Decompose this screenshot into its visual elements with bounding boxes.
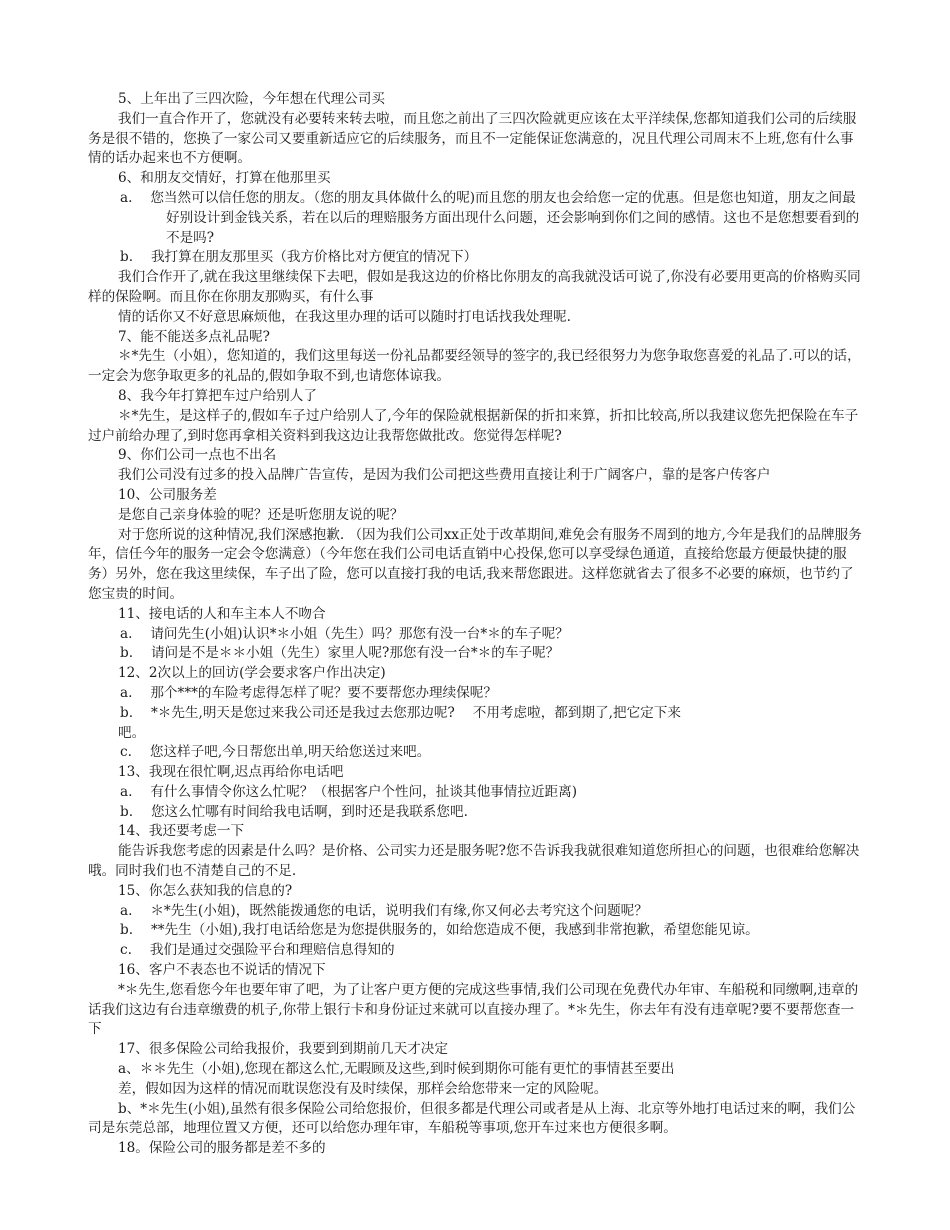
section-heading: 10、公司服务差 (118, 486, 217, 503)
section-heading: 5、上年出了三四次险，今年想在代理公司买 (118, 91, 385, 107)
option-item: a. 请问先生(小姐)认识*＊小姐（先生）吗？那您有没一台*＊的车子呢？ (120, 625, 569, 642)
section-heading: 16、客户不表态也不说话的情况下 (118, 962, 326, 979)
paragraph: 是您自己亲身体验的呢？还是听您朋友说的呢？ (118, 506, 404, 523)
paragraph: 能告诉我您考虑的因素是什么吗？是价格、公司实力还是服务呢?您不告诉我我就很难知道您所担心的问题，也很难给您解决哦。同时我们也不清楚自己的不足. (88, 843, 860, 880)
option-item: a. 您当然可以信任您的朋友。（您的朋友具体做什么的呢)而且您的朋友也会给您一定的优惠。但是您也知道，朋友之间最好别设计到金钱关系，若在以后的理赔服务方面出现什么问题，还会影响到你们之间的感情。这也不是您想要看到的不是吗? (120, 189, 860, 246)
option-item: b. 您这么忙哪有时间给我电话啊，到时还是我联系您吧. (120, 803, 468, 820)
section-heading: 11、接电话的人和车主本人不吻合 (118, 605, 326, 622)
option-item: b. *＊先生,明天是您过来我公司还是我过去您那边呢? 不用考虑啦，都到期了,把它定下来 (120, 704, 681, 721)
paragraph: b、*＊先生(小姐),虽然有很多保险公司给您报价，但很多都是代理公司或者是从上海、北京等外地打电话过来的啊，我们公司是东莞总部，地理位置又方便，还可以给您办理年审，车船税等事项,您开车过来也方便很多啊。 (88, 1100, 856, 1137)
paragraph: 我们合作开了,就在我这里继续保下去吧，假如是我这边的价格比你朋友的高我就没话可说了,你没有必要用更高的价格购买同样的保险啊。而且你在你朋友那购买，有什么事 (88, 269, 861, 305)
option-item: c. 您这样子吧,今日帮您出单,明天给您送过来吧。 (120, 744, 431, 761)
section-heading: 17、很多保险公司给我报价，我要到到期前几天才决定 (118, 1041, 448, 1058)
paragraph: ＊*先生，是这样子的,假如车子过户给别人了,今年的保险就根据新保的折扣来算，折扣比较高,所以我建议您先把保险在车子过户前给办理了,到时您再拿相关资料到我这边让我帮您做批改。您觉得怎样呢? (88, 407, 859, 444)
section-heading: 9、你们公司一点也不出名 (118, 447, 277, 464)
section-heading: 7、能不能送多点礼品呢? (118, 328, 270, 345)
paragraph: ＊*先生（小姐），您知道的，我们这里每送一份礼品都要经领导的签字的,我已经很努力为您争取您喜爱的礼品了.可以的话，一定会为您争取更多的礼品的,假如争取不到,也请您体谅我。 (88, 348, 861, 385)
paragraph: 差，假如因为这样的情况而耽误您没有及时续保，那样会给您带来一定的风险呢。 (118, 1080, 608, 1097)
paragraph: *＊先生,您看您今年也要年审了吧，为了让客户更方便的完成这些事情,我们公司现在免费代办年审、车船税和同缴啊,违章的话我们这边有台违章缴费的机子,你带上银行卡和身份证过来就可以直接办理了。*＊先生，你去年有没有违章呢?要不要帮您查一下 (88, 981, 859, 1038)
option-item: b. **先生（小姐),我打电话给您是为您提供服务的，如给您造成不便，我感到非常抱歉，希望您能见谅。 (120, 922, 759, 939)
section-heading: 6、和朋友交情好，打算在他那里买 (118, 170, 331, 187)
option-item: b. 我打算在朋友那里买（我方价格比对方便宜的情况下） (120, 249, 478, 266)
option-item: a. 那个***的车险考虑得怎样了呢？要不要帮您办理续保呢？ (120, 684, 497, 701)
paragraph: 对于您所说的这种情况,我们深感抱歉. （因为我们公司xx正处于改革期间,难免会有服务不周到的地方,今年是我们的品牌服务年，信任今年的服务一定会令您满意）（今年您在我们公司电话直销中心投保,您可以享受绿色通道，直接给您最方便最快捷的服务）另外，您在我这里续保，车子出了险，您可以直接打我的电话,我来帮您跟进。这样您就省去了很多不必要的麻烦，也节约了您宝贵的时间。 (88, 526, 862, 602)
document-body (88, 90, 863, 1159)
paragraph: a、＊＊先生（小姐),您现在都这么忙,无暇顾及这些,到时候到期你可能有更忙的事情甚至要出 (118, 1061, 675, 1078)
paragraph: 情的话你又不好意思麻烦他，在我这里办理的话可以随时打电话找我处理呢. (118, 308, 571, 325)
section-heading: 13、我现在很忙啊,迟点再给你电话吧 (118, 764, 344, 781)
option-item: a. ＊*先生(小姐)，既然能拨通您的电话，说明我们有缘,你又何必去考究这个问题呢？ (120, 902, 648, 919)
section-heading: 12、2次以上的回访(学会要求客户作出决定) (118, 665, 386, 682)
option-item: c. 我们是通过交强险平台和理赔信息得知的 (120, 942, 395, 959)
section-heading: 8、我今年打算把车过户给别人了 (118, 387, 317, 404)
section-heading: 14、我还要考虑一下 (118, 823, 245, 840)
option-item: b. 请问是不是＊＊小姐（先生）家里人呢?那您有没一台*＊的车子呢？ (120, 645, 560, 662)
section-heading: 15、你怎么获知我的信息的? (118, 882, 293, 899)
section-heading: 18。保险公司的服务都是差不多的 (118, 1140, 326, 1157)
paragraph: 吧。 (118, 724, 146, 741)
paragraph: 我们公司没有过多的投入品牌广告宣传，是因为我们公司把这些费用直接让利于广阔客户，靠的是客户传客户 (118, 467, 771, 484)
paragraph: 我们一直合作开了，您就没有必要转来转去啦，而且您之前出了三四次险就更应该在太平洋续保,您都知道我们公司的后续服务是很不错的，您换了一家公司又要重新适应它的后续服务，而且不一定能保证您满意的，况且代理公司周末不上班,您有什么事情的话办起来也不方便啊。 (88, 110, 857, 167)
option-item: a. 有什么事情令你这么忙呢？（根据客户个性问，扯谈其他事情拉近距离) (120, 783, 578, 800)
